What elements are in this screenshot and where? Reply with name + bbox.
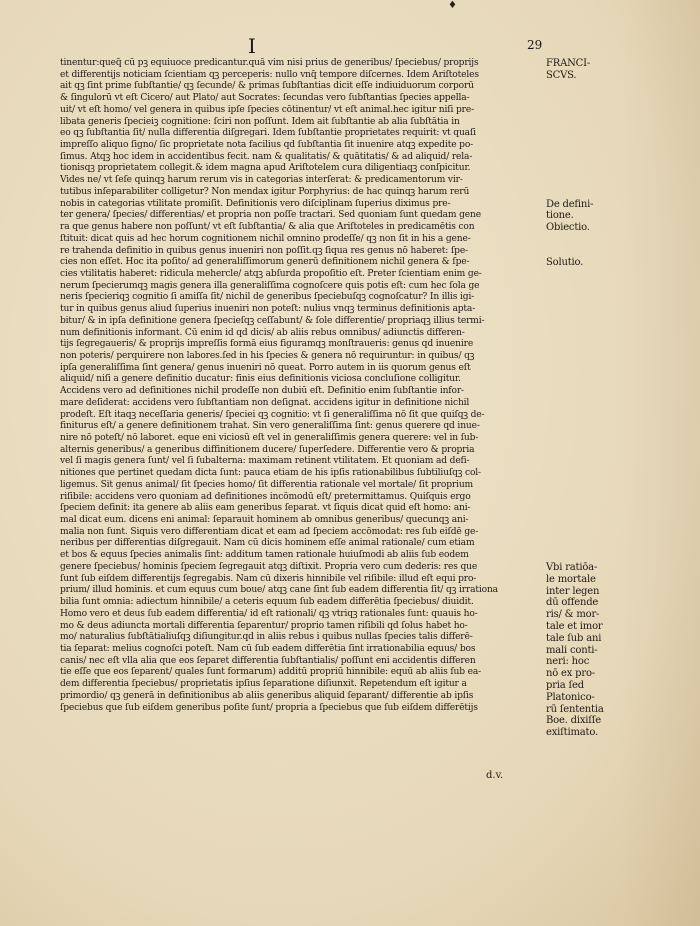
text-line: tur in quibus genus aliud ſuperius inueniri non poteſt: nulius vnqꝫ terminus definitionis apta- — [60, 304, 476, 315]
text-line: neribus per differentias diſgregauit. Nam cū dicis hominem eſſe animal rationale/ cum etiam — [60, 538, 475, 549]
margin-note — [546, 562, 686, 739]
margin-note-line: tale ſub ani — [546, 632, 602, 644]
text-line: libata generis ſpecieiꝫ cognitione: ſciri non poſſunt. Idem ait ſubſtantie ab alia ſubſtātia in — [60, 116, 460, 127]
margin-note-line: dū offende — [546, 597, 599, 609]
top-marker: ♦ — [448, 0, 457, 11]
text-line: dem differentia ſpeciebus/ proprietatis ipſius ſeparatione diſiunxit. Repetendum eſt igitur a — [60, 679, 467, 690]
text-line: et differentijs noticiam ſcientiam qꝫ perceperis: nullo vnq̃ tempore diſcernes. Idem Ariſtoteles — [60, 69, 479, 80]
margin-note-line: FRANCI- — [546, 58, 591, 69]
text-line: malia non ſunt. Siquis vero differentiam dicat et eam ad ſpeciem accōmodat: res ſub eiſdē ge- — [60, 526, 479, 537]
margin-note-line: ris/ & mor- — [546, 609, 600, 621]
text-line: cies non eſſet. Hoc ita poſito/ ad generaliſſimorum generū definitionem nichil genera & ſpe- — [60, 257, 470, 268]
margin-note-line: Platonico- — [546, 691, 595, 703]
text-line: ipſa generaliſſima ſint genera/ genus inueniri nō queat. Porro autem in iis quorum genus eſt — [60, 362, 471, 373]
text-line: ſpeciem definit: ita genere ab aliis eam generibus ſeparat. vt ſiquis dicat quid eſt homo: ani- — [60, 503, 471, 514]
text-line: ter genera/ ſpecies/ differentias/ et propria non poſſe tractari. Sed quoniam ſunt quedam gene — [60, 210, 481, 221]
text-line: ſpeciebus que ſub eiſdem generibus poſite ſunt/ propria a ſpeciebus que ſub eiſdem differētijs — [60, 702, 478, 713]
text-line: num definitionis informant. Cū enim id qd dicis/ ab aliis rebus omnibus/ adiunctis differen- — [60, 327, 465, 338]
text-line: aliquid/ niſi a genere definitio ducatur: finis eius definitionis viciosa concluſione colligitur. — [60, 374, 461, 385]
margin-note — [546, 58, 686, 82]
text-line: mo & deus adiuncta mortali differentia ſeparentur/ proprio tamen riſibili qd ſolus habet ho- — [60, 620, 468, 631]
text-line: primordio/ qꝫ generā in definitionibus ab aliis generibus aliquid ſeparant/ differentie ab ipſis — [60, 690, 474, 701]
margin-note-line: De defini- — [546, 198, 594, 210]
text-line: riſibile: accidens vero quoniam ad definitiones incōmodū eſt/ pretermittamus. Quiſquis ergo — [60, 491, 471, 502]
text-line: tinentur:queq̃ cū pꝫ equiuoce predicantur.quā vim nisi prius de generibus/ ſpeciebus/ proprijs — [60, 58, 479, 68]
signature-mark: I — [248, 34, 256, 58]
text-line: ra que genus habere non poſſunt/ vt eſt ſubſtantia/ & alia que Ariſtoteles in predicamētis con — [60, 222, 475, 233]
text-line: eo qꝫ ſubſtantia ſit/ nulla differentia diſgregari. Idem ſubſtantie proprietates requirit: vt quaſi — [60, 128, 476, 139]
text-line: nerum ſpecierumqꝫ magis genera illa generaliſſima cognoſcere quis potis eſt: cum hec ſola ge — [60, 280, 480, 291]
text-line: tionisqꝫ proprietatem collegit.& idem magna apud Ariſtotelem cura diligentiaqꝫ conſpicitur. — [60, 163, 471, 174]
text-line: non poteris/ perquirere non labores.ſed in his ſpecies & genera nō requiruntur: in quibus/ qꝫ — [60, 350, 475, 361]
text-line: cies vtilitatis haberet: ridicula mehercle/ atqꝫ abſurda propoſitio eſt. Preter ſcientiam enim ge- — [60, 268, 482, 279]
text-line: Accidens vero ad definitiones nichil prodeſſe non dubiū eſt. Definitio enim ſubſtantie infor- — [60, 386, 464, 397]
text-line: et bos & equus ſpecies animalis ſint: additum tamen rationale huiuſmodi ab aliis ſub eodem — [60, 550, 469, 561]
text-line: nire nō poteſt/ nō laboret. eque eni viciosū eſt vel in generaliſſimis genera querere: vel in ſub- — [60, 433, 479, 443]
text-line: re trahenda definitio in quibus genus inueniri non poſſit.qꝫ ſiqua res genus nō haberet: ſpe- — [60, 245, 468, 256]
margin-note — [546, 199, 686, 223]
margin-note-line: pria ſed — [546, 679, 584, 691]
margin-note-line: tale et imor — [546, 620, 603, 632]
text-line: impreſſo aliquo ſigno/ ſic proprietate nota facilius qd ſubſtantia ſit inuenire atqꝫ expedite po- — [60, 140, 474, 151]
margin-note-line: Vbi ratiōa- — [546, 561, 598, 573]
text-line: alternis generibus/ a generibus diffinitionem ducere/ ſuperſedere. Differentie vero & propria — [60, 444, 475, 455]
margin-note-line: tione. — [546, 210, 574, 222]
main-text-block — [60, 58, 544, 714]
margin-note-line: inter legen — [546, 585, 600, 597]
text-line: Homo vero et deus ſub eadem differentia/ id eſt rationali/ qꝫ vtriqꝫ rationales ſunt: quauis ho- — [60, 608, 478, 619]
text-line: tijs ſegregaueris/ & proprijs impreſſis formā eius figuramqꝫ monſtraueris: genus qd inuenire — [60, 339, 474, 350]
margin-note-line: neri: hoc — [546, 656, 590, 668]
margin-note-line: nō ex pro- — [546, 668, 595, 680]
text-line: & ſingulorū vt eſt Cicero/ aut Plato/ aut Socrates: ſecundas vero ſubſtantias ſpecies appella- — [60, 93, 470, 104]
text-line: ſunt ſub eiſdem differentijs ſegregabis. Nam cū dixeris hinnibile vel riſibile: illud eſt equi pro- — [60, 573, 477, 584]
text-line: prium/ illud hominis. et cum equus cum boue/ atqꝫ cane ſint ſub eadem differentia ſit/ qꝫ irrationa — [60, 585, 498, 596]
margin-note-line: mali conti- — [546, 644, 598, 656]
text-line: finiturus eſt/ a genere definitionem trahat. Sin vero generaliſſima ſint: genus querere qd inue- — [60, 421, 480, 432]
text-line: uit/ vt eſt homo/ vel genera in quibus ipſe ſpecies cōtinentur/ vt eſt animal.hec igitur niſi pre- — [60, 104, 475, 115]
text-line: tie eſſe que eos ſeparent/ quales ſunt formarum) additū propriū hinnibile: equū ab aliis ſub ea- — [60, 667, 482, 678]
text-line: canis/ nec eſt vlla alia que eos ſeparet differentia ſubſtantialis/ poſſunt eni accidentis differen — [60, 655, 476, 666]
margin-note-line: le mortale — [546, 573, 596, 585]
text-line: bitur/ & in ipſa definitione genera ſpecieſqꝫ ceſſabunt/ & ſole differentie/ propriaqꝫ illius termi- — [60, 315, 485, 326]
text-line: ligemus. Sit genus animal/ ſit ſpecies homo/ ſit differentia rationale vel mortale/ ſit proprium — [60, 479, 474, 490]
text-line: nitiones que pertinet quedam dicta ſunt: pauca etiam de his ipſis rationabilibus ſubtiliuſqꝫ col- — [60, 468, 481, 479]
text-line: nobis in categorias vtilitate promiſit. Definitionis vero diſciplinam ſuperius diximus pre- — [60, 198, 451, 209]
margin-note-line: Solutio. — [546, 257, 584, 269]
text-line: ſtituit: dicat quis ad hec horum cognitionem nichil omnino prodeſſe/ qꝫ non ſit in his a gene- — [60, 233, 471, 244]
text-line: neris ſpecieriqꝫ cognitio ſi amiſſa ſit/ nichil de generibus ſpeciebuſqꝫ cognoſcatur? In illis igi- — [60, 292, 475, 303]
margin-note-line: Obiectio. — [546, 222, 590, 234]
folio-number: 29 — [527, 38, 543, 52]
text-line: tutibus inſeparabiliter colligetur? Non mendax igitur Porphyrius: de hac quinqꝫ harum rerū — [60, 186, 470, 197]
page-edge-shading — [620, 0, 700, 926]
text-line: vel ſi magis genera ſunt/ vel ſi ſubalterna: maximam retinent vtilitatem. Et quoniam ad defi- — [60, 456, 470, 467]
catchword: d.v. — [486, 770, 504, 781]
text-line: mal dicat eum. dicens eni animal: ſeparauit hominem ab omnibus generibus/ quecunqꝫ ani- — [60, 515, 469, 526]
margin-note-line: rū ſententia — [546, 703, 604, 715]
text-line: prodeſt. Eſt itaqꝫ neceſſaria generis/ ſpeciei qꝫ cognitio: vt ſi generaliſſima nō ſit que quiſqꝫ de- — [60, 409, 485, 420]
text-line: mo/ naturalius ſubſtātialiuſqꝫ diſiungitur.qd in aliis rebus i quibus nullas ſpecies talis differē- — [60, 632, 473, 643]
text-line: bilia ſunt omnia: adiectum hinnibile/ a ceteris equum ſub eadem differētia ſpeciebus/ diuidit. — [60, 597, 474, 608]
text-line: genere ſpeciebus/ hominis ſpeciem ſegregauit atqꝫ diſtixit. Propria vero cum dederis: res que — [60, 561, 478, 572]
margin-note — [546, 257, 686, 269]
text-line: ait qꝫ ſint prime ſubſtantie/ qꝫ ſecunde/ & primas ſubſtantias dicit eſſe indiuiduorum corporū — [60, 81, 474, 92]
margin-note — [546, 222, 686, 234]
text-line: ſimus. Atqꝫ hoc idem in accidentibus fecit. nam & qualitatis/ & quātitatis/ & ad aliquid/ rela- — [60, 151, 473, 162]
text-line: tia ſeparat: melius cognoſci poteſt. Nam cū ſub eadem differētia ſint irrationabilia equus/ bos — [60, 643, 476, 654]
text-line: Vides ne/ vt ſeſe quinqꝫ harum rerum vis in categorias interſerat: & predicamentorum vir- — [60, 175, 463, 186]
margin-note-line: SCVS. — [546, 69, 577, 81]
margin-note-line: exiſtimato. — [546, 727, 598, 739]
margin-note-line: Boe. dixiſſe — [546, 715, 602, 727]
text-line: mare deſiderat: accidens vero ſubſtantiam non deſignat. accidens igitur in definitione nichil — [60, 397, 470, 408]
